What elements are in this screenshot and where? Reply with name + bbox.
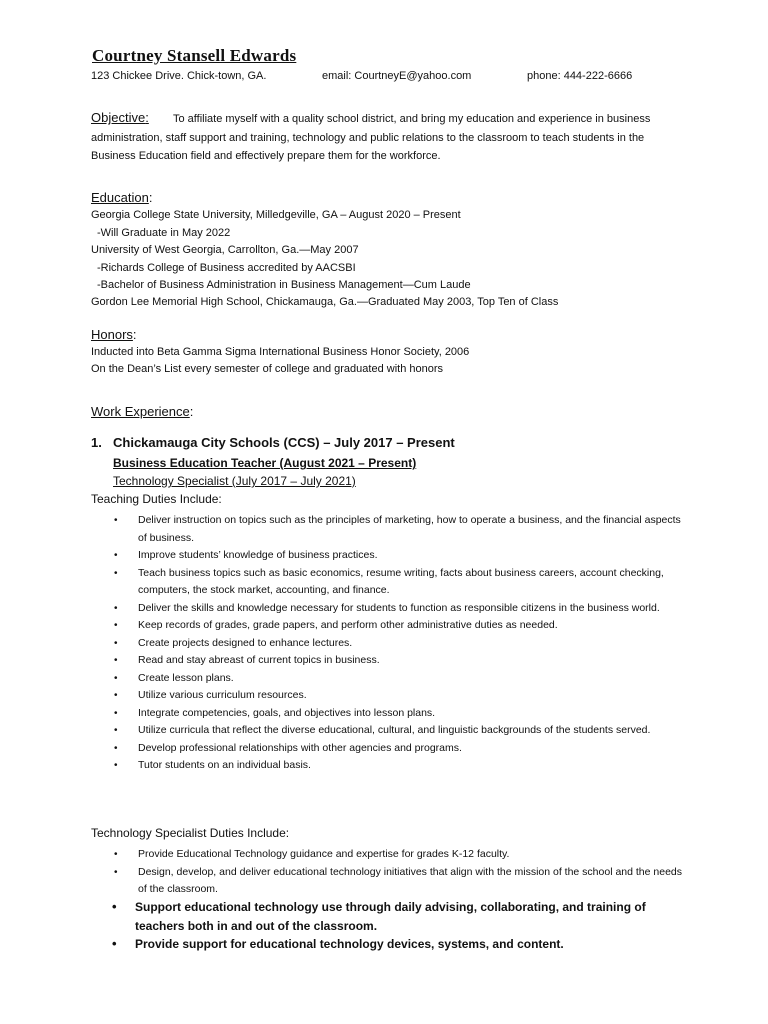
bullet-icon: •	[114, 515, 118, 526]
bullet-icon: •	[114, 707, 118, 719]
duty-text: Develop professional relationships with other agencies and programs.	[138, 741, 462, 754]
education-line: -Will Graduate in May 2022	[97, 227, 231, 239]
role-tech-specialist: Technology Specialist (July 2017 – July 2021)	[113, 474, 356, 488]
objective-heading: Objective:	[91, 110, 149, 125]
list-item	[91, 898, 651, 935]
bullet-icon: •	[114, 550, 118, 561]
duty-text: Integrate competencies, goals, and objectives into lesson plans.	[138, 706, 436, 719]
list-item	[91, 652, 691, 670]
role-teacher: Business Education Teacher (August 2021 – Present)	[113, 456, 417, 470]
objective-title: Objective	[91, 110, 146, 125]
duty-text: Utilize various curriculum resources.	[138, 689, 307, 701]
bullet-icon: •	[114, 690, 118, 701]
duty-text: Tutor students on an individual basis.	[138, 759, 311, 771]
job-title: Chickamauga City Schools (CCS) – July 2017 – Present	[113, 435, 455, 450]
bullet-icon: •	[114, 866, 118, 878]
phone: phone: 444-222-6666	[527, 70, 633, 82]
teaching-duties-list	[91, 512, 691, 775]
list-item	[91, 547, 691, 565]
duty-text: Create lesson plans.	[138, 671, 234, 684]
list-item	[91, 512, 691, 547]
duty-text: Provide support for educational technology devices, systems, and content.	[135, 937, 564, 951]
bullet-icon: •	[114, 742, 118, 754]
education-line: -Bachelor of Business Administration in Business Management—Cum Laude	[97, 279, 471, 291]
list-item	[91, 617, 691, 635]
work-title: Work Experience	[91, 404, 190, 419]
bullet-icon: •	[114, 849, 118, 860]
duty-text: Deliver instruction on topics such as the principles of marketing, how to operate a business, and the financial aspects of business.	[138, 514, 681, 544]
honors-line: Inducted into Beta Gamma Sigma International Business Honor Society, 2006	[91, 346, 470, 358]
list-item	[91, 670, 691, 688]
bullet-icon: •	[114, 567, 118, 579]
list-item	[91, 722, 691, 740]
bullet-icon: •	[112, 936, 117, 951]
duty-text: Deliver the skills and knowledge necessary for students to function as responsible citizens in the business world.	[138, 601, 660, 614]
bullet-icon: •	[114, 637, 118, 649]
bullet-icon: •	[112, 899, 117, 914]
honors-line: On the Dean’s List every semester of college and graduated with honors	[91, 363, 443, 375]
bullet-icon: •	[114, 672, 118, 684]
duty-text: Create projects designed to enhance lectures.	[138, 636, 353, 649]
teaching-duties-title: Teaching Duties Include:	[91, 492, 222, 506]
objective-text: To affiliate myself with a quality school district, and bring my education and experience in business administration, staff support and training, technology and public relations to the classroom to teach students in the Business Education field and effectively prepare them for the workforce.	[91, 113, 651, 162]
tech-duties-title: Technology Specialist Duties Include:	[91, 826, 290, 840]
list-item	[91, 935, 651, 954]
job-number: 1.	[91, 435, 102, 450]
duty-text: Utilize curricula that reflect the diverse educational, cultural, and linguistic backgrounds of the students served.	[138, 724, 651, 736]
duty-text: Support educational technology use through daily advising, collaborating, and training of teachers both in and out of the classroom.	[135, 900, 646, 933]
list-item	[91, 600, 691, 618]
bullet-icon: •	[114, 620, 118, 631]
list-item	[91, 864, 691, 899]
duty-text: Teach business topics such as basic economics, resume writing, facts about business careers, account checking, computers, the stock market, accounting, and finance.	[138, 566, 664, 596]
bullet-icon: •	[114, 760, 118, 771]
work-heading: Work Experience:	[91, 404, 194, 419]
tech-duties-list	[91, 846, 691, 899]
duty-text: Improve students’ knowledge of business practices.	[138, 549, 378, 561]
email: email: CourtneyE@yahoo.com	[322, 70, 472, 82]
bullet-icon: •	[114, 602, 118, 614]
list-item	[91, 757, 691, 775]
list-item	[91, 740, 691, 758]
list-item	[91, 687, 691, 705]
address: 123 Chickee Drive. Chick-town, GA.	[91, 70, 267, 82]
tech-duties-bold-list	[91, 898, 651, 954]
education-line: University of West Georgia, Carrollton, Ga.—May 2007	[91, 244, 359, 256]
education-title: Education	[91, 190, 149, 205]
education-line: Georgia College State University, Milledgeville, GA – August 2020 – Present	[91, 209, 461, 221]
education-heading: Education:	[91, 190, 153, 205]
candidate-name: Courtney Stansell Edwards	[92, 46, 297, 65]
duty-text: Design, develop, and deliver educational technology initiatives that align with the mission of the school and the needs of the classroom.	[138, 865, 683, 895]
education-line: -Richards College of Business accredited by AACSBI	[97, 262, 356, 274]
honors-title: Honors	[91, 327, 133, 342]
job-heading	[91, 435, 455, 450]
duty-text: Keep records of grades, grade papers, and perform other administrative duties as needed.	[138, 619, 558, 631]
education-line: Gordon Lee Memorial High School, Chickamauga, Ga.—Graduated May 2003, Top Ten of Class	[91, 296, 559, 308]
duty-text: Read and stay abreast of current topics in business.	[138, 654, 380, 666]
bullet-icon: •	[114, 655, 118, 666]
list-item	[91, 635, 691, 653]
bullet-icon: •	[114, 725, 118, 736]
honors-heading: Honors:	[91, 327, 137, 342]
duty-text: Provide Educational Technology guidance and expertise for grades K-12 faculty.	[138, 848, 510, 860]
list-item	[91, 705, 691, 723]
list-item	[91, 565, 691, 600]
list-item	[91, 846, 691, 864]
